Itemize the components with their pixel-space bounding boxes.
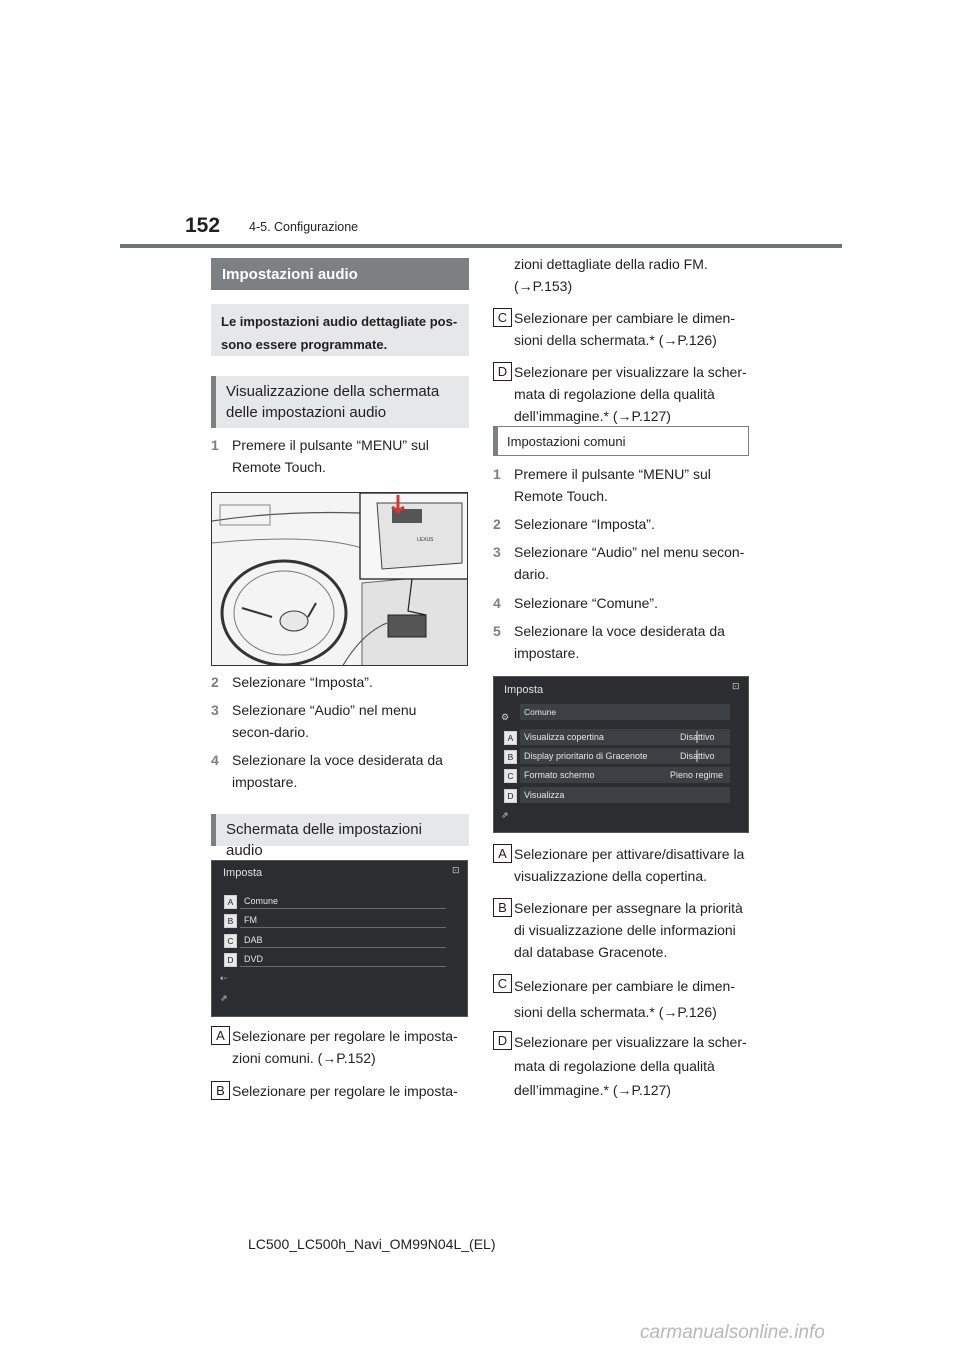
step-text: Premere il pulsante “MENU” sul Remote Touch.	[514, 466, 711, 504]
row-value: Pieno regime	[670, 770, 724, 780]
screen-title: Imposta	[504, 684, 544, 696]
heading-audio-settings: Impostazioni audio	[211, 258, 469, 290]
callout-a: A	[504, 731, 517, 745]
callout-d: D	[224, 953, 237, 967]
status-icon: ⊡	[732, 681, 740, 691]
step-number: 1	[211, 437, 219, 453]
header-rule	[120, 244, 842, 248]
callout-b: B	[504, 750, 517, 764]
step-number: 3	[493, 544, 501, 560]
letter-a: A	[493, 844, 512, 863]
sub-heading-audio-screen: Schermata delle impostazioni audio	[211, 814, 469, 846]
section-title: 4-5. Configurazione	[249, 220, 359, 234]
letter-a: A	[211, 1026, 230, 1045]
desc-d: Selezionare per visualizzare la scher-mata di regolazione della qualità dell’immagine.* (→P.127)	[514, 364, 747, 424]
step-number: 2	[493, 516, 501, 532]
right-step-5	[493, 620, 749, 664]
status-icon: ⊡	[452, 865, 460, 875]
letter-c: C	[493, 308, 512, 327]
row-display[interactable]	[520, 787, 730, 803]
row-cover-display[interactable]	[520, 729, 730, 745]
watermark: carmanualsonline.info	[640, 1322, 825, 1343]
row-screen-format[interactable]	[520, 767, 730, 783]
right-step-3	[493, 541, 749, 585]
desc-b-continued: zioni dettagliate della radio FM. (→P.153)	[514, 256, 708, 294]
left-step-1	[211, 434, 461, 478]
step-text: Premere il pulsante “MENU” sul Remote Touch.	[232, 437, 429, 475]
row-dvd[interactable]: DVD	[240, 951, 446, 967]
row-label: Formato schermo	[524, 770, 595, 780]
sub-heading-display: Visualizzazione della schermata delle impostazioni audio	[211, 376, 469, 428]
callout-b: B	[224, 914, 237, 928]
audio-settings-screen	[211, 860, 468, 1017]
row-label: Visualizza copertina	[524, 732, 604, 742]
callout-a: A	[224, 895, 237, 909]
right-step-4	[493, 592, 749, 614]
step-number: 4	[211, 752, 219, 768]
row-value: Disattivo	[680, 751, 715, 761]
row-label: Visualizza	[524, 790, 565, 800]
row-gracenote-priority[interactable]	[520, 748, 730, 764]
letter-d: D	[493, 362, 512, 381]
step-text: Selezionare “Imposta”.	[514, 516, 655, 532]
step-text: Selezionare “Audio” nel menu secon-dario.	[232, 702, 417, 740]
letter-c: C	[493, 974, 512, 993]
left-step-4	[211, 749, 461, 793]
step-text: Selezionare “Audio” nel menu secon-dario.	[514, 544, 745, 582]
desc-a: Selezionare per regolare le imposta-zioni comuni. (→P.152)	[232, 1028, 458, 1066]
step-number: 4	[493, 595, 501, 611]
row-fm[interactable]: FM	[240, 912, 446, 928]
desc-c: Selezionare per cambiare le dimen-sioni della schermata.* (→P.126)	[514, 310, 735, 348]
letter-d: D	[493, 1031, 512, 1050]
sub-heading-common: Impostazioni comuni	[493, 426, 749, 456]
desc-d: Selezionare per visualizzare la scher-mata di regolazione della qualità dell’immagine.* (→P.127)	[514, 1034, 747, 1098]
row-dab[interactable]: DAB	[240, 932, 446, 948]
dashboard-drawing	[212, 493, 468, 666]
step-text: Selezionare “Imposta”.	[232, 674, 373, 690]
step-number: 1	[493, 466, 501, 482]
footer-code: LC500_LC500h_Navi_OM99N04L_(EL)	[248, 1236, 496, 1252]
step-text: Selezionare “Comune”.	[514, 595, 658, 611]
step-number: 2	[211, 674, 219, 690]
page-number: 152	[185, 214, 221, 237]
callout-c: C	[224, 934, 237, 948]
left-step-3	[211, 699, 461, 743]
step-text: Selezionare la voce desiderata da impostare.	[232, 752, 443, 790]
letter-b: B	[493, 898, 512, 917]
step-text: Selezionare la voce desiderata da impostare.	[514, 623, 725, 661]
row-comune[interactable]: Comune	[240, 893, 446, 909]
common-settings-screen	[493, 676, 749, 833]
step-number: 5	[493, 623, 501, 639]
callout-c: C	[504, 769, 517, 783]
tab-comune[interactable]: Comune	[520, 704, 730, 720]
side-icon: ⇠	[220, 973, 228, 983]
desc-b: Selezionare per assegnare la priorità di visualizzazione delle informazioni dal database Gracenote.	[514, 900, 743, 960]
car-icon: ⇗	[501, 810, 509, 820]
gear-icon: ⚙	[501, 712, 510, 722]
remote-touch-illustration	[211, 492, 468, 666]
desc-c: Selezionare per cambiare le dimen-sioni della schermata.* (→P.126)	[514, 978, 735, 1020]
desc-a: Selezionare per attivare/disattivare la visualizzazione della copertina.	[514, 846, 745, 884]
letter-b: B	[211, 1081, 230, 1100]
intro-box: Le impostazioni audio dettagliate pos-sono essere programmate.	[211, 304, 469, 356]
callout-d: D	[504, 789, 517, 803]
step-number: 3	[211, 702, 219, 718]
car-icon: ⇗	[220, 993, 228, 1003]
screen-title: Imposta	[223, 867, 263, 879]
row-label: Display prioritario di Gracenote	[524, 751, 648, 761]
right-step-1	[493, 463, 749, 507]
left-step-2	[211, 671, 461, 693]
svg-text:LEXUS: LEXUS	[417, 537, 434, 543]
desc-b: Selezionare per regolare le imposta-	[232, 1083, 458, 1099]
right-step-2	[493, 513, 749, 535]
row-value: Disattivo	[680, 732, 715, 742]
